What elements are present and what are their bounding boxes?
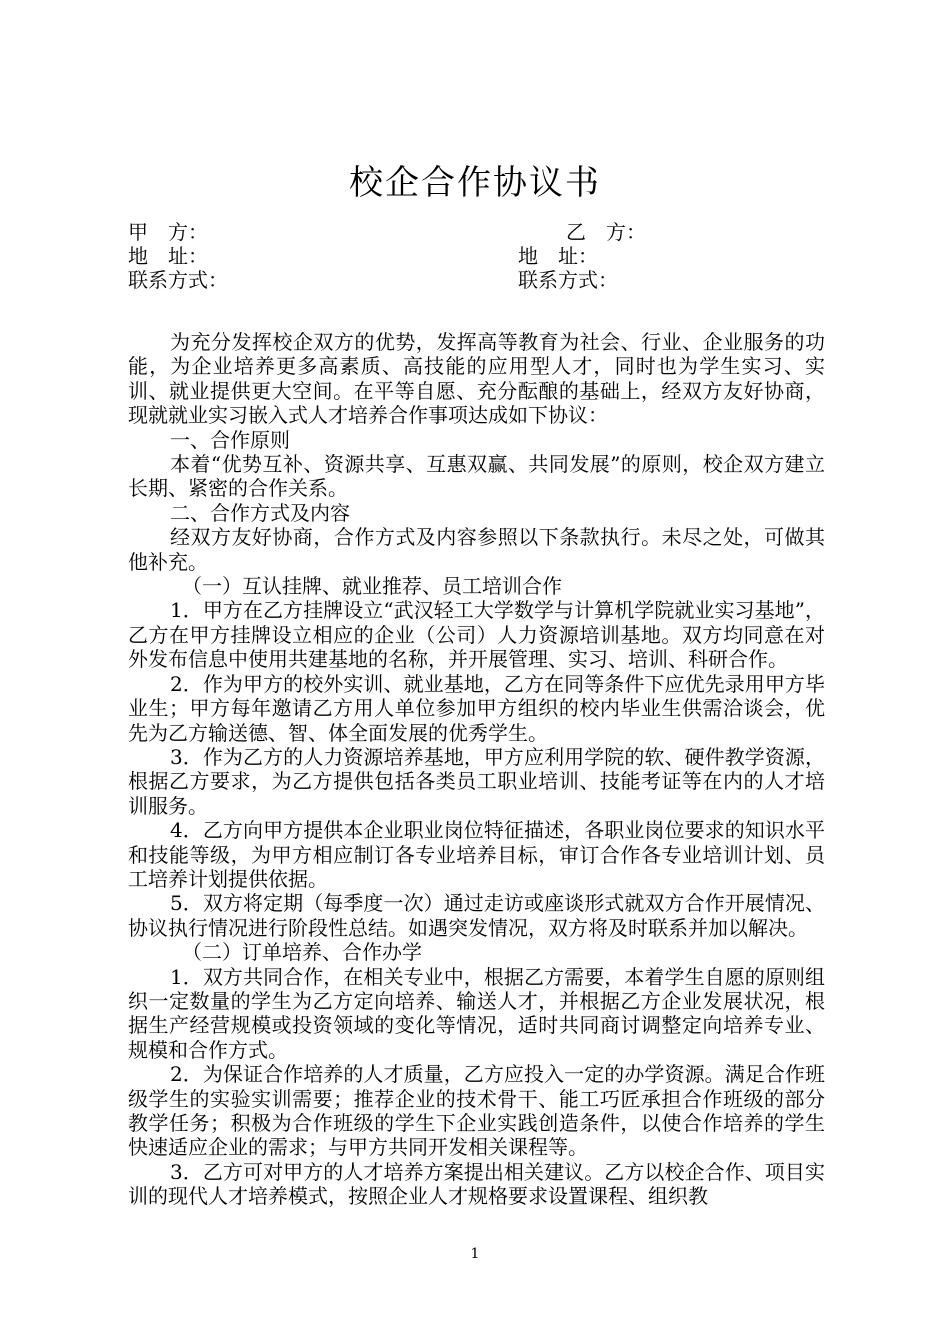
document-title: 校企合作协议书 — [349, 163, 601, 203]
subsection-heading-1: （一）互认挂牌、就业推荐、员工培训合作 — [182, 574, 562, 599]
agreement-body — [128, 330, 825, 1209]
party-contact-row — [128, 268, 828, 292]
party-a-contact-label: 联系方式： — [128, 268, 228, 292]
section-heading-cooperation: 二、合作方式及内容 — [170, 500, 350, 525]
cooperation-paragraph: 经双方友好协商，合作方式及内容参照以下条款执行。未尽之处，可做其他补充。 — [128, 525, 825, 574]
principles-paragraph: 本着“优势互补、资源共享、互惠双赢、共同发展”的原则，校企双方建立长期、紧密的合作关系。 — [128, 452, 825, 501]
party-name-row — [128, 220, 828, 244]
party-address-row — [128, 244, 828, 268]
clause-1-1: 1．甲方在乙方挂牌设立“武汉轻工大学数学与计算机学院就业实习基地”，乙方在甲方挂牌设立相应的企业（公司）人力资源培训基地。双方均同意在对外发布信息中使用共建基地的名称，并开展管理、实习、培训、科研合作。 — [128, 598, 825, 672]
clause-2-1: 1．双方共同合作，在相关专业中，根据乙方需要，本着学生自愿的原则组织一定数量的学生为乙方定向培养、输送人才，并根据乙方企业发展状况，根据生产经营规模或投资领域的变化等情况，适时共同商讨调整定向培养专业、规模和合作方式。 — [128, 964, 825, 1062]
party-b-contact-label: 联系方式： — [518, 268, 618, 292]
party-info — [128, 220, 828, 292]
party-b-address-label: 地 址： — [518, 244, 598, 268]
section-heading-principles: 一、合作原则 — [170, 427, 290, 452]
subsection-heading-2: （二）订单培养、合作办学 — [182, 940, 422, 965]
party-a-address-label: 地 址： — [128, 244, 208, 268]
party-b-name-label: 乙 方： — [566, 220, 646, 244]
clause-1-2: 2．作为甲方的校外实训、就业基地，乙方在同等条件下应优先录用甲方毕业生；甲方每年邀请乙方用人单位参加甲方组织的校内毕业生供需洽谈会，优先为乙方输送德、智、体全面发展的优秀学生。 — [128, 671, 825, 745]
clause-2-3: 3．乙方可对甲方的人才培养方案提出相关建议。乙方以校企合作、项目实训的现代人才培养模式，按照企业人才规格要求设置课程、组织教 — [128, 1159, 825, 1209]
clause-1-3: 3．作为乙方的人力资源培养基地，甲方应利用学院的软、硬件教学资源，根据乙方要求，为乙方提供包括各类员工职业培训、技能考证等在内的人才培训服务。 — [128, 744, 825, 818]
clause-1-4: 4．乙方向甲方提供本企业职业岗位特征描述，各职业岗位要求的知识水平和技能等级，为甲方相应制订各专业培养目标，审订合作各专业培训计划、员工培养计划提供依据。 — [128, 818, 825, 891]
clause-2-2: 2．为保证合作培养的人才质量，乙方应投入一定的办学资源。满足合作班级学生的实验实训需要；推荐企业的技术骨干、能工巧匠承担合作班级的部分教学任务；积极为合作班级的学生下企业实践创造条件，以使合作培养的学生快速适应企业的需求；与甲方共同开发相关课程等。 — [128, 1062, 825, 1160]
party-a-name-label: 甲 方： — [128, 220, 208, 244]
page-number: 1 — [470, 1246, 480, 1262]
intro-paragraph: 为充分发挥校企双方的优势，发挥高等教育为社会、行业、企业服务的功能，为企业培养更多高素质、高技能的应用型人才，同时也为学生实习、实训、就业提供更大空间。在平等自愿、充分酝酿的基础上，经双方友好协商，现就就业实习嵌入式人才培养合作事项达成如下协议： — [128, 330, 825, 428]
clause-1-5: 5．双方将定期（每季度一次）通过走访或座谈形式就双方合作开展情况、协议执行情况进行阶段性总结。如遇突发情况，双方将及时联系并加以解决。 — [128, 891, 825, 940]
